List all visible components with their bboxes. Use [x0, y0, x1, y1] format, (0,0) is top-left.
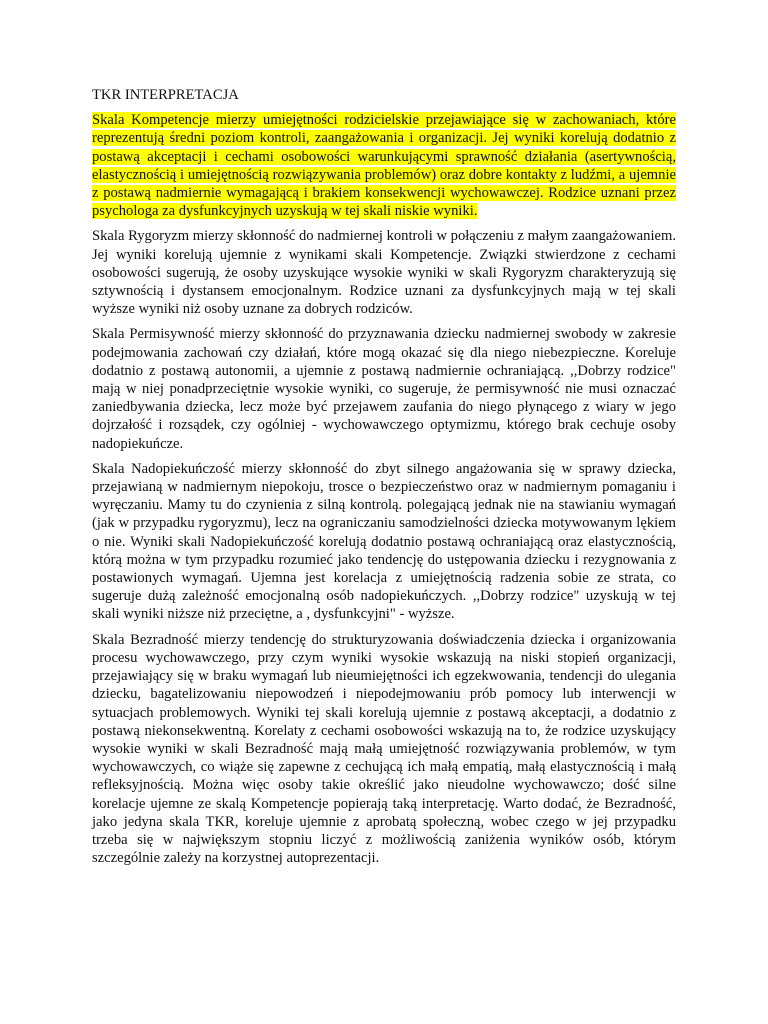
highlighted-text: Skala Kompetencje mierzy umiejętności rodzicielskie przejawiające się w zachowaniach, które reprezentują średni poziom kontroli, zaangażowania i organizacji. Jej wyniki korelują dodatnio z postawą akceptacji i cechami osobowości warunkującymi sprawność działania (asertywnością, elastycznością i umiejętnością rozwiązywania problemów) oraz dobre kontakty z ludźmi, a ujemnie z postawą nadmiernie wymagającą i brakiem konsekwencji wychowawczej. Rodzice uznani przez psychologa za dysfunkcyjnych uzyskują w tej skali niskie wyniki. [92, 112, 676, 220]
paragraph-nadopiekunczosc: Skala Nadopiekuńczość mierzy skłonność do zbyt silnego angażowania się w sprawy dziecka, przejawianą w nadmiernym niepokoju, trosce o bezpieczeństwo oraz w nadmiernym pomaganiu i wyręczaniu. Mamy tu do czynienia z silną kontrolą. polegającą jednak nie na stawianiu wymagań (jak w przypadku rygoryzmu), lecz na ograniczaniu samodzielności dziecka motywowanym lękiem o nie. Wyniki skali Nadopiekuńczość korelują dodatnio postawą ochraniającą oraz elastycznością, którą można w tym przypadku rozumieć jako tendencję do ustępowania dziecku i rezygnowania z postawionych wymagań. Ujemna jest korelacja z umiejętnością radzenia sobie ze strata, co sugeruje dużą zależność emocjonalną osób nadopiekuńczych. ,,Dobrzy rodzice" uzyskują w tej skali wyniki niższe niż przeciętne, a , dysfunkcyjni" - wyższe. [92, 460, 676, 623]
paragraph-rygoryzm: Skala Rygoryzm mierzy skłonność do nadmiernej kontroli w połączeniu z małym zaangażowaniem. Jej wyniki korelują ujemnie z wynikami skali Kompetencje. Związki stwierdzone z cechami osobowości sugerują, że osoby uzyskujące wysokie wyniki w skali Rygoryzm charakteryzują się sztywnością i dystansem emocjonalnym. Rodzice uznani za dysfunkcyjnych mają w tej skali wyższe wyniki niż osoby uznane za dobrych rodziców. [92, 228, 676, 318]
document-page [92, 86, 676, 874]
paragraph-kompetencje [92, 111, 676, 220]
paragraph-bezradnosc: Skala Bezradność mierzy tendencję do strukturyzowania doświadczenia dziecka i organizowania procesu wychowawczego, przy czym wyniki wysokie wskazują na niski stopień organizacji, przejawiający się w braku wymagań lub nieumiejętności ich egzekwowania, tendencji do ulegania dziecku, bagatelizowaniu niepowodzeń i niepodejmowaniu prób pomocy lub interwencji w sytuacjach problemowych. Wyniki tej skali korelują ujemnie z postawą akceptacji, a dodatnio z postawą niekonsekwentną. Korelaty z cechami osobowości wskazują na to, że rodzice uzyskujący wysokie wyniki w skali Bezradność mają małą umiejętność rozwiązywania problemów, w tym wychowawczych, co wiąże się zapewne z cechującą ich małą empatią, małą elastycznością i małą refleksyjnością. Można więc osoby takie określić jako nieudolne wychowawczo; dość silne korelacje ujemne ze skalą Kompetencje popierają taką interpretację. Warto dodać, że Bezradność, jako jedyna skala TKR, koreluje ujemnie z aprobatą społeczną, wobec czego w jej przypadku trzeba się w największym stopniu liczyć z możliwością zaniżenia wyników osób, którym szczególnie zależy na korzystnej autoprezentacji. [92, 631, 676, 867]
paragraph-permisywnosc: Skala Permisywność mierzy skłonność do przyznawania dziecku nadmiernej swobody w zakresie podejmowania zachowań czy działań, które mogą okazać się dla niego niebezpieczne. Koreluje dodatnio z postawą autonomii, a ujemnie z postawą nadmiernie ochraniającą. ,,Dobrzy rodzice" mają w niej ponadprzeciętnie wysokie wyniki, co sugeruje, że permisywność nie musi oznaczać zaniedbywania dziecka, lecz może być przejawem zaufania do niego płynącego z wiary w jego dojrzałość i rozsądek, czy ogólniej - wychowawczego optymizmu, którego brak cechuje osoby nadopiekuńcze. [92, 326, 676, 452]
document-title: TKR INTERPRETACJA [92, 87, 239, 103]
